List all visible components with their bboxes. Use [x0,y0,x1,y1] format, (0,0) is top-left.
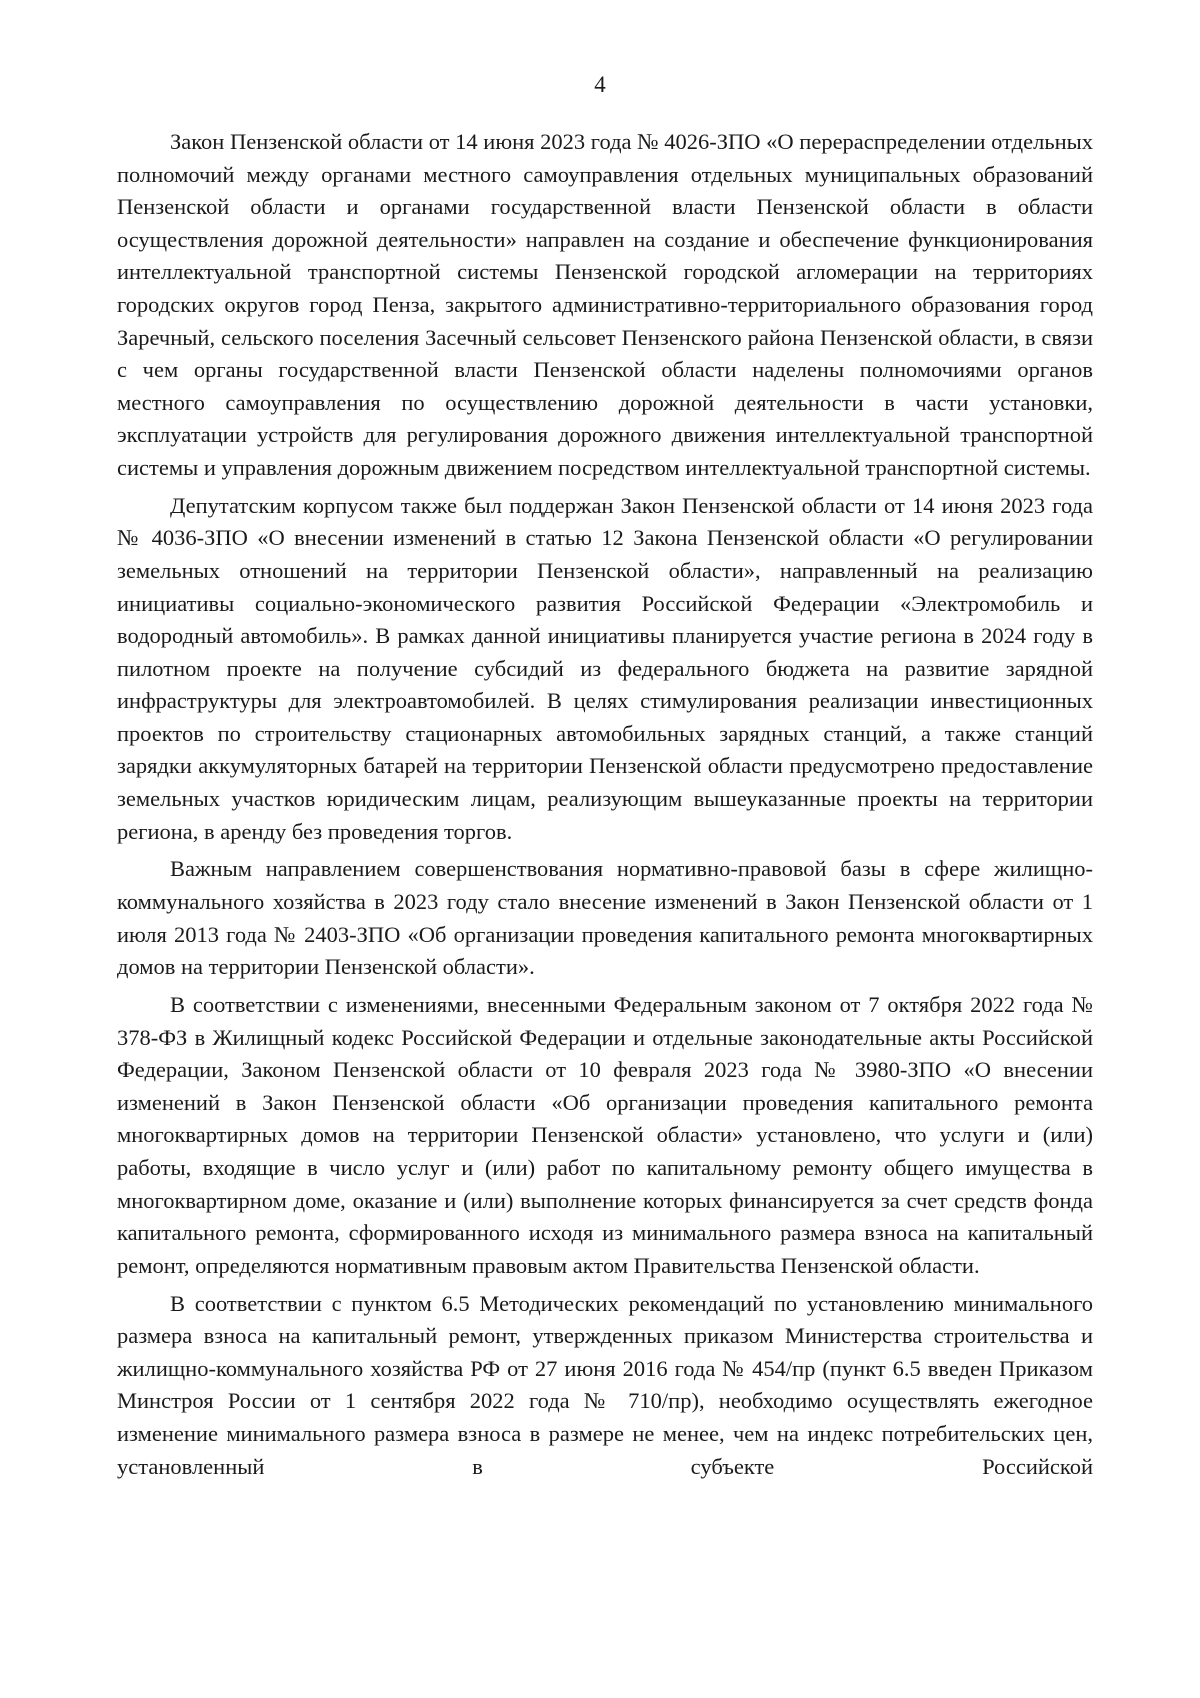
paragraph-methodical-recommendations: В соответствии с пунктом 6.5 Методических рекомендаций по установлению минимального размера взноса на капитальный ремонт, утвержденных приказом Министерства строительства и жилищно-коммунального хозяйства РФ от 27 июня 2016 года № 454/пр (пункт 6.5 введен Приказом Минстроя России от 1 сентября 2022 года № 710/пр), необходимо осуществлять ежегодное изменение минимального размера взноса в размере не менее, чем на индекс потребительских цен, установленный в субъекте Российской [117,1290,1093,1479]
paragraph-law-4026: Закон Пензенской области от 14 июня 2023 года № 4026-ЗПО «О перераспределении отдельных полномочий между органами местного самоуправления отдельных муниципальных образований Пензенской области и органами государственной власти Пензенской области в области осуществления дорожной деятельности» направлен на создание и обеспечение функционирования интеллектуальной транспортной системы Пензенской городской агломерации на территориях городских округов город Пенза, закрытого административно-территориального образования город Заречный, сельского поселения Засечный сельсовет Пензенского района Пензенской области, в связи с чем органы государственной власти Пензенской области наделены полномочиями органов местного самоуправления по осуществлению дорожной деятельности в части установки, эксплуатации устройств для регулирования дорожного движения интеллектуальной транспортной системы и управления дорожным движением посредством интеллектуальной транспортной системы. [117,129,1093,480]
paragraph-law-4036: Депутатским корпусом также был поддержан Закон Пензенской области от 14 июня 2023 года № 4036-ЗПО «О внесении изменений в статью 12 Закона Пензенской области «О регулировании земельных отношений на территории Пензенской области», направленный на реализацию инициативы социально-экономического развития Российской Федерации «Электромобиль и водородный автомобиль». В рамках данной инициативы планируется участие региона в 2024 году в пилотном проекте на получение субсидий из федерального бюджета на развитие зарядной инфраструктуры для электроавтомобилей. В целях стимулирования реализации инвестиционных проектов по строительству стационарных автомобильных зарядных станций, а также станций зарядки аккумуляторных батарей на территории Пензенской области предусмотрено предоставление земельных участков юридическим лицам, реализующим вышеуказанные проекты на территории региона, в аренду без проведения торгов. [117,492,1093,844]
document-body [117,126,1093,1488]
paragraph-federal-law-378: В соответствии с изменениями, внесенными Федеральным законом от 7 октября 2022 года № 378-ФЗ в Жилищный кодекс Российской Федерации и отдельные законодательные акты Российской Федерации, Законом Пензенской области от 10 февраля 2023 года № 3980-ЗПО «О внесении изменений в Закон Пензенской области «Об организации проведения капитального ремонта многоквартирных домов на территории Пензенской области» установлено, что услуги и (или) работы, входящие в число услуг и (или) работ по капитальному ремонту общего имущества в многоквартирном доме, оказание и (или) выполнение которых финансируется за счет средств фонда капитального ремонта, сформированного исходя из минимального размера взноса на капитальный ремонт, определяются нормативным правовым актом Правительства Пензенской области. [117,992,1093,1278]
page-number: 4 [594,72,606,97]
paragraph-housing-reform: Важным направлением совершенствования нормативно-правовой базы в сфере жилищно-коммунального хозяйства в 2023 году стало внесение изменений в Закон Пензенской области от 1 июля 2013 года № 2403-ЗПО «Об организации проведения капитального ремонта многоквартирных домов на территории Пензенской области». [117,856,1093,980]
